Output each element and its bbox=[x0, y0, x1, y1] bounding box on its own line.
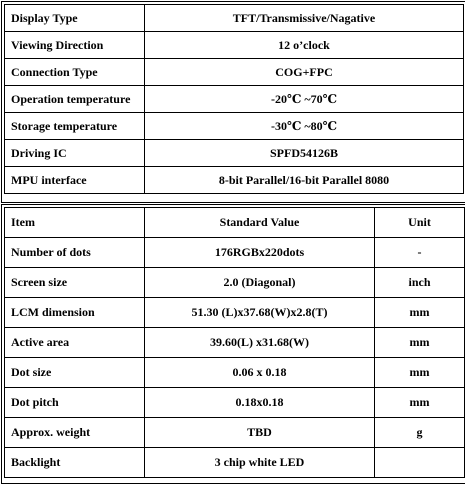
table-row bbox=[5, 140, 464, 167]
row-item: Active area bbox=[5, 328, 145, 358]
row-value: TBD bbox=[145, 418, 375, 448]
table-row bbox=[5, 5, 464, 32]
row-unit: - bbox=[375, 238, 465, 268]
row-item: Approx. weight bbox=[5, 418, 145, 448]
row-unit: inch bbox=[375, 268, 465, 298]
row-value: 12 o’clock bbox=[145, 32, 464, 59]
row-label: Connection Type bbox=[5, 59, 145, 86]
row-value: 2.0 (Diagonal) bbox=[145, 268, 375, 298]
row-label: Display Type bbox=[5, 5, 145, 32]
row-label: Operation temperature bbox=[5, 86, 145, 113]
table-row bbox=[5, 388, 465, 418]
table-row bbox=[5, 32, 464, 59]
row-item: Screen size bbox=[5, 268, 145, 298]
table-row bbox=[5, 113, 464, 140]
row-value: TFT/Transmissive/Nagative bbox=[145, 5, 464, 32]
row-item: LCM dimension bbox=[5, 298, 145, 328]
table-row bbox=[5, 167, 464, 194]
column-header-value: Standard Value bbox=[145, 208, 375, 238]
general-specs-table bbox=[4, 4, 464, 194]
table-row bbox=[5, 358, 465, 388]
row-unit: mm bbox=[375, 358, 465, 388]
table-row bbox=[5, 86, 464, 113]
table-row bbox=[5, 268, 465, 298]
table-row bbox=[5, 298, 465, 328]
row-value: -20℃ ~70℃ bbox=[145, 86, 464, 113]
table-row bbox=[5, 238, 465, 268]
table-row bbox=[5, 328, 465, 358]
row-unit: mm bbox=[375, 298, 465, 328]
row-label: MPU interface bbox=[5, 167, 145, 194]
row-value: 39.60(L) x31.68(W) bbox=[145, 328, 375, 358]
row-label: Storage temperature bbox=[5, 113, 145, 140]
row-value: COG+FPC bbox=[145, 59, 464, 86]
row-value: 0.06 x 0.18 bbox=[145, 358, 375, 388]
row-item: Dot size bbox=[5, 358, 145, 388]
table-row bbox=[5, 448, 465, 478]
row-unit: mm bbox=[375, 388, 465, 418]
row-item: Dot pitch bbox=[5, 388, 145, 418]
column-header-item: Item bbox=[5, 208, 145, 238]
table-header-row bbox=[5, 208, 465, 238]
row-value: 3 chip white LED bbox=[145, 448, 375, 478]
row-value: SPFD54126B bbox=[145, 140, 464, 167]
row-item: Backlight bbox=[5, 448, 145, 478]
row-unit: mm bbox=[375, 328, 465, 358]
row-value: 8-bit Parallel/16-bit Parallel 8080 bbox=[145, 167, 464, 194]
row-value: 51.30 (L)x37.68(W)x2.8(T) bbox=[145, 298, 375, 328]
row-value: 176RGBx220dots bbox=[145, 238, 375, 268]
row-label: Viewing Direction bbox=[5, 32, 145, 59]
row-unit bbox=[375, 448, 465, 478]
table-row bbox=[5, 59, 464, 86]
column-header-unit: Unit bbox=[375, 208, 465, 238]
row-label: Driving IC bbox=[5, 140, 145, 167]
row-unit: g bbox=[375, 418, 465, 448]
row-value: 0.18x0.18 bbox=[145, 388, 375, 418]
row-value: -30℃ ~80℃ bbox=[145, 113, 464, 140]
row-item: Number of dots bbox=[5, 238, 145, 268]
mechanical-specs-table bbox=[4, 207, 465, 478]
table-row bbox=[5, 418, 465, 448]
